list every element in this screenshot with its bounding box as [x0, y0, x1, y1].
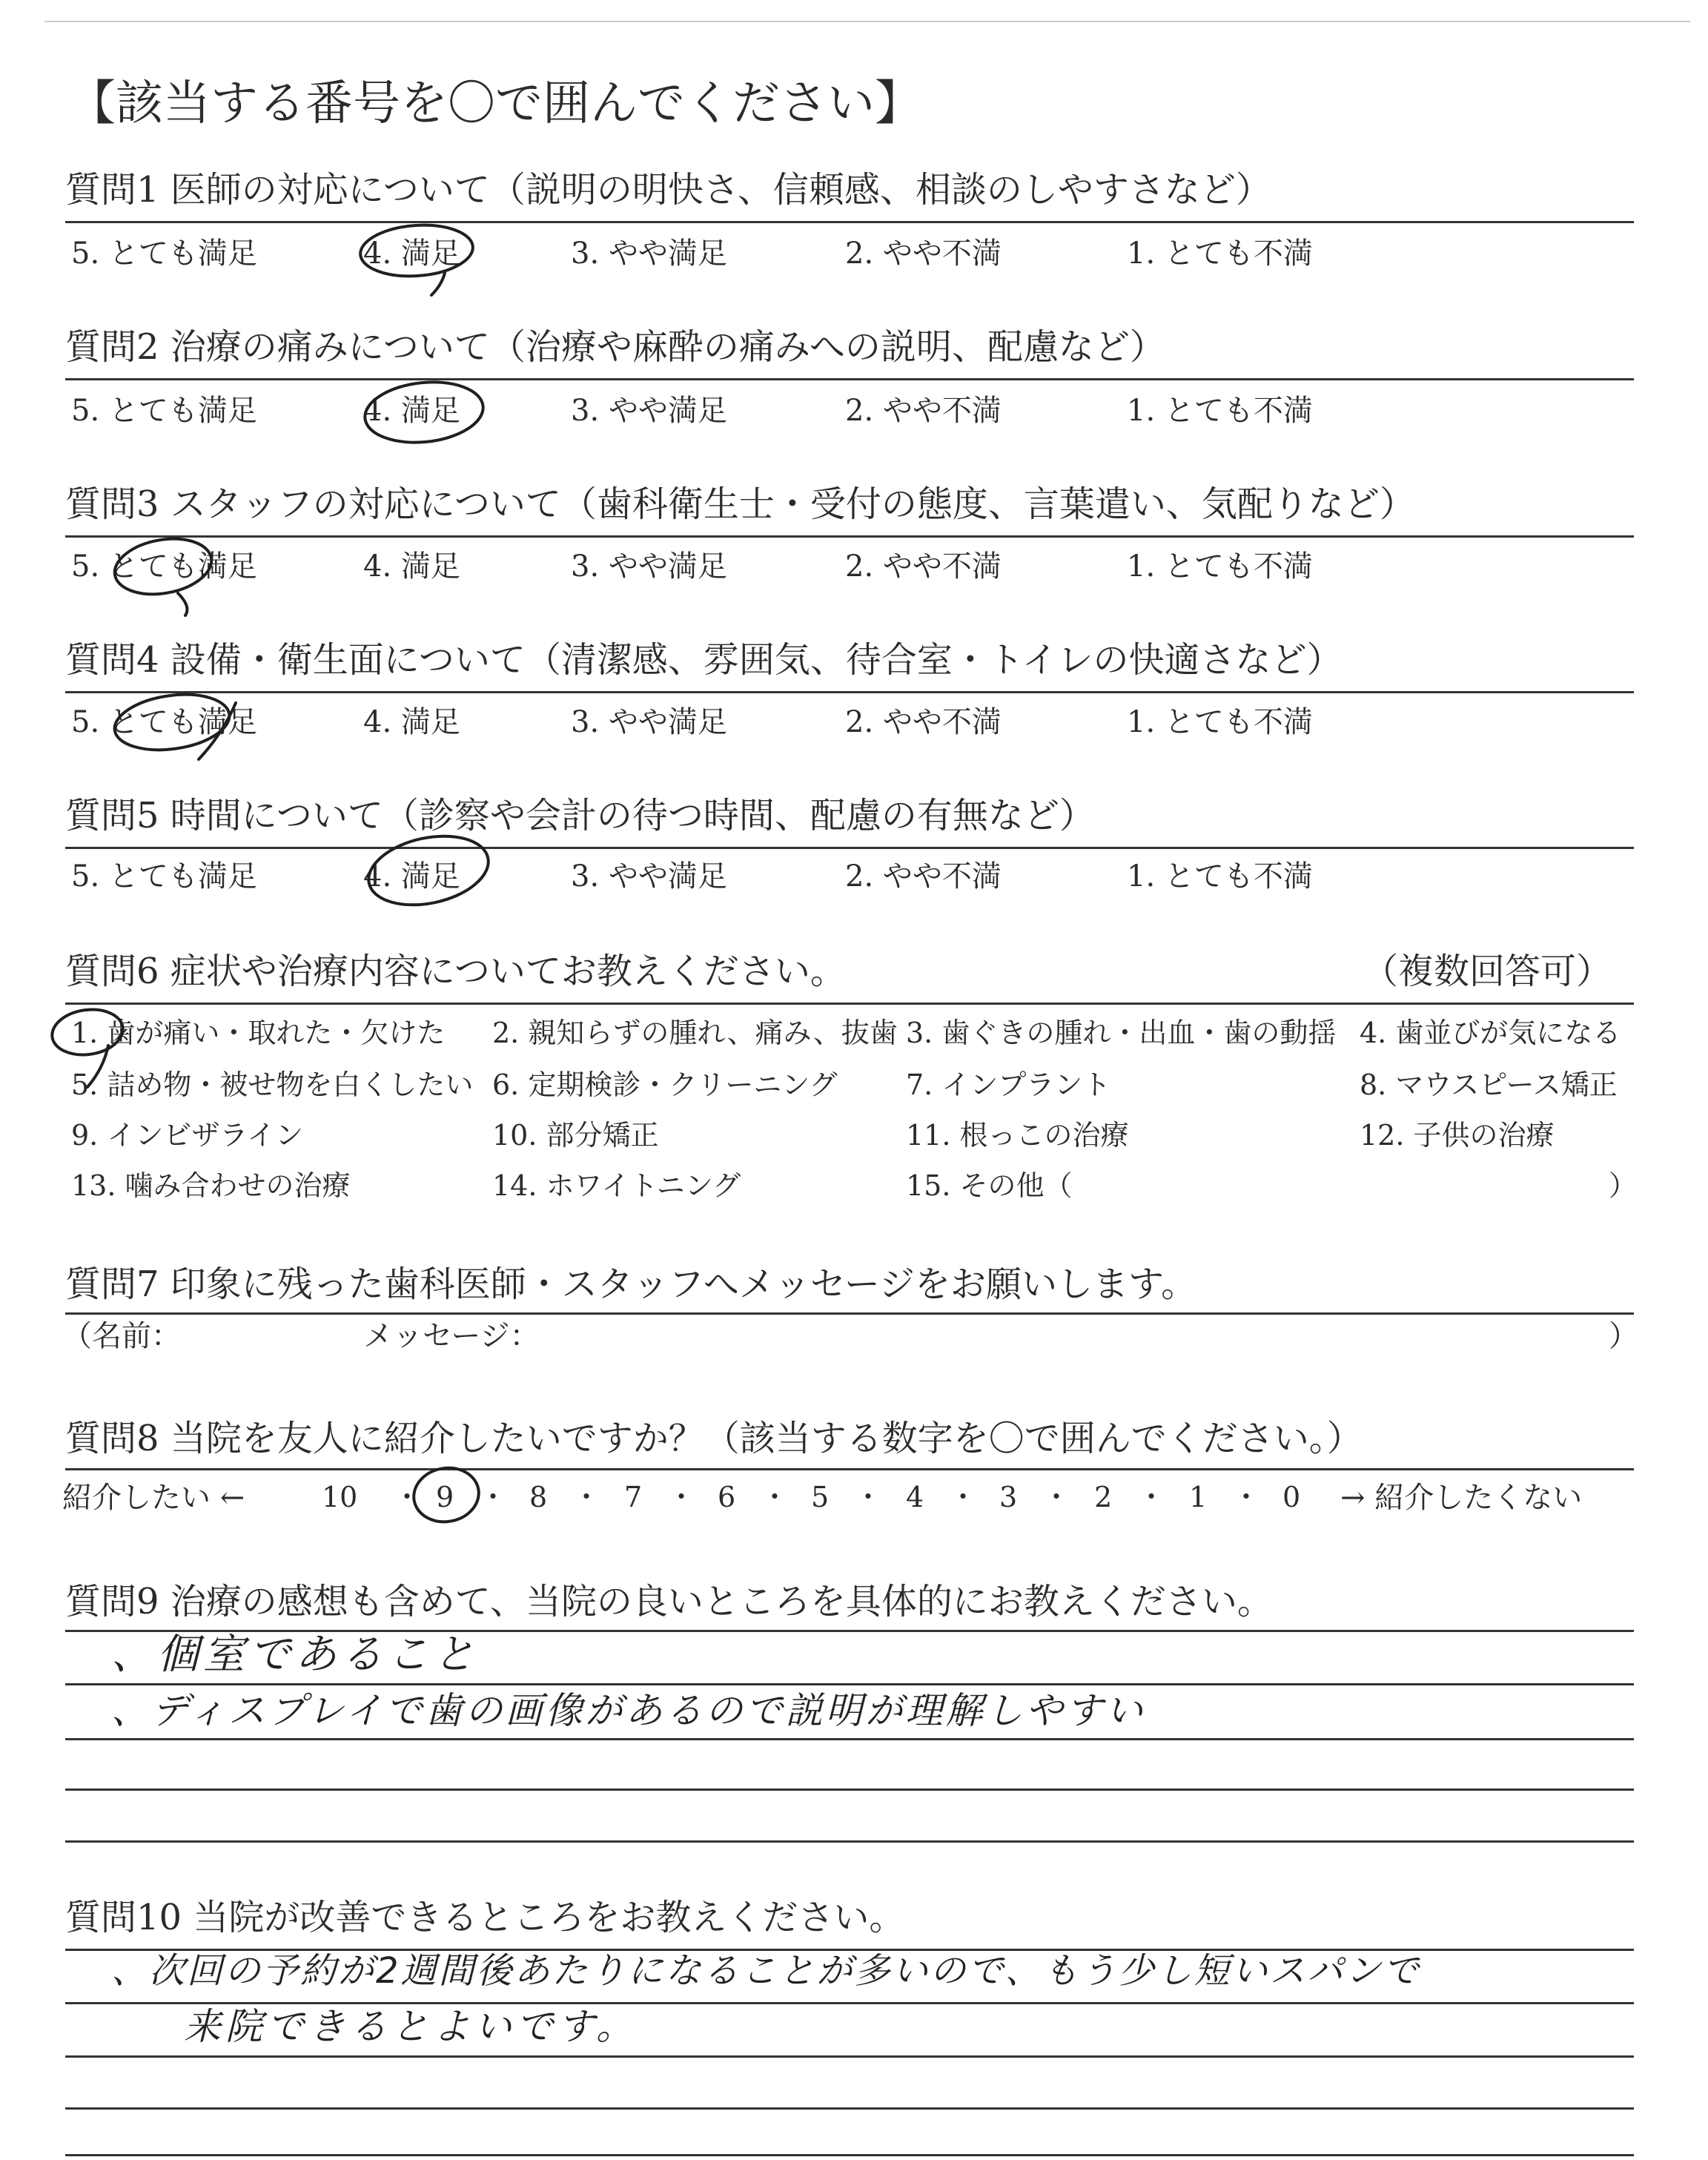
q8-dot-separator: ・ — [761, 1481, 790, 1513]
q8-left-label: 紹介したい ← — [62, 1481, 245, 1515]
q8-dot-separator: ・ — [572, 1481, 601, 1513]
question-1-title: 質問1 医師の対応について（説明の明快さ、信頼感、相談のしやすさなど） — [65, 169, 1271, 211]
q6-option-12[interactable]: 12. 子供の治療 — [1360, 1119, 1555, 1152]
q6-option-15[interactable]: 15. その他（ — [906, 1169, 1073, 1202]
q9-answer-line — [65, 1789, 1634, 1791]
q8-dot-separator: ・ — [479, 1481, 508, 1513]
q10-answer-line — [65, 2154, 1634, 2156]
q8-dot-separator: ・ — [393, 1481, 422, 1513]
q10-handwritten-answer-2: 来院できるとよいです。 — [184, 2005, 638, 2048]
q4-option-1[interactable]: 1. とても不満 — [1127, 705, 1313, 739]
q5-option-1[interactable]: 1. とても不満 — [1127, 859, 1313, 894]
q10-answer-line — [65, 2055, 1634, 2058]
q8-scale-1[interactable]: 1 — [1189, 1481, 1208, 1513]
q6-option-7[interactable]: 7. インプラント — [906, 1069, 1111, 1101]
q5-option-4[interactable]: 4. 満足 — [363, 859, 460, 894]
question-2-title: 質問2 治療の痛みについて（治療や麻酔の痛みへの説明、配慮など） — [65, 326, 1165, 368]
question-7-rule — [65, 1312, 1634, 1315]
q8-scale-4[interactable]: 4 — [906, 1481, 924, 1513]
question-10-title: 質問10 当院が改善できるところをお教えください。 — [65, 1897, 905, 1938]
q9-answer-line — [65, 1840, 1634, 1843]
q3-option-1[interactable]: 1. とても不満 — [1127, 549, 1313, 584]
q8-dot-separator: ・ — [1137, 1481, 1166, 1513]
q9-answer-line — [65, 1683, 1634, 1685]
q7-message-label: メッセージ： — [363, 1319, 540, 1353]
q8-scale-6[interactable]: 6 — [718, 1481, 736, 1513]
q8-scale-0[interactable]: 0 — [1282, 1481, 1301, 1513]
question-6-note: （複数回答可） — [1363, 951, 1612, 992]
q2-option-3[interactable]: 3. やや満足 — [571, 394, 727, 428]
q6-option-1[interactable]: 1. 歯が痛い・取れた・欠けた — [71, 1017, 446, 1049]
q3-option-4[interactable]: 4. 満足 — [363, 549, 460, 584]
q1-option-5[interactable]: 5. とても満足 — [71, 237, 257, 271]
q7-close-paren: ） — [1609, 1319, 1638, 1353]
form-title: 【該当する番号を〇で囲んでください】 — [68, 76, 922, 131]
question-4-rule — [65, 691, 1634, 693]
q7-name-label: （名前： — [62, 1319, 181, 1353]
q8-scale-5[interactable]: 5 — [811, 1481, 830, 1513]
q6-option-14[interactable]: 14. ホワイトニング — [492, 1169, 741, 1202]
question-4-title: 質問4 設備・衛生面について（清潔感、雰囲気、待合室・トイレの快適さなど） — [65, 639, 1343, 681]
q5-option-3[interactable]: 3. やや満足 — [571, 859, 727, 894]
q5-option-2[interactable]: 2. やや不満 — [845, 859, 1002, 894]
q6-option-9[interactable]: 9. インビザライン — [71, 1119, 304, 1152]
q8-dot-separator: ・ — [667, 1481, 696, 1513]
q2-option-2[interactable]: 2. やや不満 — [845, 394, 1002, 428]
question-5-rule — [65, 847, 1634, 849]
question-5-title: 質問5 時間について（診察や会計の待つ時間、配慮の有無など） — [65, 795, 1095, 836]
q4-option-3[interactable]: 3. やや満足 — [571, 705, 727, 739]
q8-scale-9[interactable]: 9 — [436, 1481, 454, 1513]
q3-selection-tail — [178, 593, 187, 615]
q9-handwritten-answer-1: 、個室であること — [111, 1631, 479, 1679]
q2-option-5[interactable]: 5. とても満足 — [71, 394, 257, 428]
q1-option-2[interactable]: 2. やや不満 — [845, 237, 1002, 271]
q8-scale-10[interactable]: 10 — [322, 1481, 358, 1513]
q8-scale-3[interactable]: 3 — [999, 1481, 1018, 1513]
q3-option-3[interactable]: 3. やや満足 — [571, 549, 727, 584]
q1-option-1[interactable]: 1. とても不満 — [1127, 237, 1313, 271]
q8-dot-separator: ・ — [1042, 1481, 1071, 1513]
q6-option-8[interactable]: 8. マウスピース矯正 — [1360, 1069, 1618, 1101]
q8-scale-2[interactable]: 2 — [1094, 1481, 1113, 1513]
question-7-title: 質問7 印象に残った歯科医師・スタッフへメッセージをお願いします。 — [65, 1264, 1197, 1305]
q6-option-3[interactable]: 3. 歯ぐきの腫れ・出血・歯の動揺 — [906, 1017, 1337, 1049]
q6-other-close-paren: ） — [1609, 1169, 1638, 1202]
q6-option-4[interactable]: 4. 歯並びが気になる — [1360, 1017, 1621, 1049]
q3-option-5[interactable]: 5. とても満足 — [71, 549, 257, 584]
q2-option-1[interactable]: 1. とても不満 — [1127, 394, 1313, 428]
question-9-title: 質問9 治療の感想も含めて、当院の良いところを具体的にお教えください。 — [65, 1581, 1273, 1622]
q8-right-label: → 紹介したくない — [1340, 1481, 1583, 1515]
q6-option-11[interactable]: 11. 根っこの治療 — [906, 1119, 1129, 1152]
question-3-rule — [65, 535, 1634, 538]
q4-option-5[interactable]: 5. とても満足 — [71, 705, 257, 739]
question-6-rule — [65, 1003, 1634, 1005]
q9-answer-line — [65, 1738, 1634, 1740]
q8-dot-separator: ・ — [854, 1481, 883, 1513]
q1-selection-tail — [431, 273, 445, 295]
q4-option-4[interactable]: 4. 満足 — [363, 705, 460, 739]
q5-option-5[interactable]: 5. とても満足 — [71, 859, 257, 894]
question-6-title: 質問6 症状や治療内容についてお教えください。 — [65, 951, 846, 992]
question-8-title: 質問8 当院を友人に紹介したいですか？（該当する数字を〇で囲んでください。） — [65, 1418, 1363, 1459]
question-2-rule — [65, 378, 1634, 380]
question-3-title: 質問3 スタッフの対応について（歯科衛生士・受付の態度、言葉遣い、気配りなど） — [65, 483, 1415, 525]
q10-answer-line — [65, 2107, 1634, 2110]
q3-option-2[interactable]: 2. やや不満 — [845, 549, 1002, 584]
page-top-edge — [44, 21, 1690, 22]
q6-option-6[interactable]: 6. 定期検診・クリーニング — [492, 1069, 838, 1101]
q8-scale-7[interactable]: 7 — [624, 1481, 643, 1513]
q10-answer-line — [65, 2002, 1634, 2004]
question-1-rule — [65, 221, 1634, 223]
q2-option-4[interactable]: 4. 満足 — [363, 394, 460, 428]
q9-handwritten-answer-2: 、ディスプレイで歯の画像があるので説明が理解しやすい — [111, 1689, 1146, 1732]
q6-option-2[interactable]: 2. 親知らずの腫れ、痛み、抜歯 — [492, 1017, 898, 1049]
q1-option-3[interactable]: 3. やや満足 — [571, 237, 727, 271]
q8-dot-separator: ・ — [1232, 1481, 1261, 1513]
q6-option-10[interactable]: 10. 部分矯正 — [492, 1119, 659, 1152]
q8-scale-8[interactable]: 8 — [529, 1481, 548, 1513]
q8-dot-separator: ・ — [949, 1481, 978, 1513]
q4-option-2[interactable]: 2. やや不満 — [845, 705, 1002, 739]
q1-option-4[interactable]: 4. 満足 — [363, 237, 460, 271]
question-8-rule — [65, 1468, 1634, 1470]
q6-option-13[interactable]: 13. 噛み合わせの治療 — [71, 1169, 351, 1202]
q10-handwritten-answer-1: 、次回の予約が2週間後あたりになることが多いので、もう少し短いスパンで — [111, 1950, 1421, 1992]
q6-option-5[interactable]: 5. 詰め物・被せ物を白くしたい — [71, 1069, 474, 1101]
